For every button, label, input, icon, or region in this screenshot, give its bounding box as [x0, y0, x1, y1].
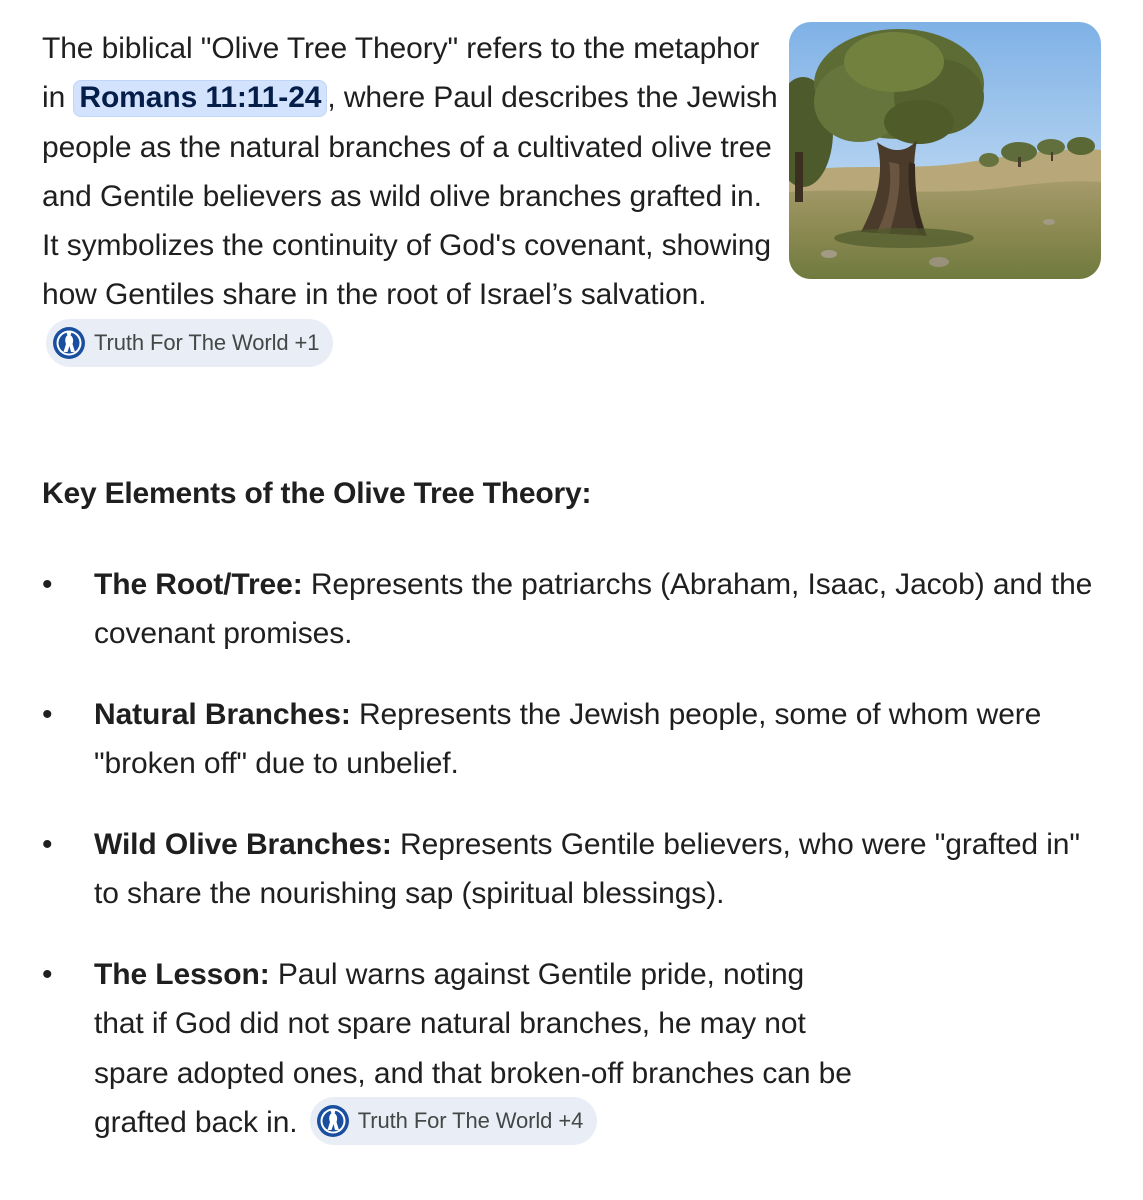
truth-for-the-world-logo-icon [52, 326, 86, 360]
intro-text-after: , where Paul describes the Jewish people as the natural branches of a cultivated olive tree and Gentile believers as wild olive branches grafted in. It symbolizes the continuity of God's covenant, showing how Gentiles share in the root of Israel’s salvation. [42, 81, 778, 312]
term-natural-branches: Natural Branches: [94, 698, 351, 731]
intro-paragraph [42, 24, 782, 370]
list-item-body [94, 560, 1094, 659]
source-chip-truth-for-the-world-plus-4[interactable] [310, 1097, 597, 1145]
description-natural-branches: Represents the Jewish people, some of whom were "broken off" due to unbelief. [94, 698, 1042, 781]
intro-text-before: The biblical "Olive Tree Theory" refers to the metaphor in [42, 32, 760, 115]
source-chip-label: Truth For The World +1 [94, 329, 320, 355]
bullet: • [42, 828, 53, 861]
bullet: • [42, 698, 53, 731]
list-item-body [94, 690, 1094, 789]
source-chip-label: Truth For The World +4 [357, 1107, 584, 1133]
key-elements-heading: Key Elements of the Olive Tree Theory: [42, 477, 592, 510]
description-root-tree: Represents the patriarchs (Abraham, Isaac, Jacob) and the covenant promises. [94, 568, 1093, 651]
description-the-lesson: Paul warns against Gentile pride, noting that if God did not spare natural branches, he may not spare adopted ones, and that broken-off branches can be grafted back in. [94, 958, 852, 1139]
list-item-body [94, 820, 1094, 919]
term-root-tree: The Root/Tree: [94, 568, 303, 601]
bullet: • [42, 958, 53, 991]
truth-for-the-world-logo-icon [316, 1104, 350, 1138]
olive-tree-image [789, 22, 1101, 279]
term-wild-olive-branches: Wild Olive Branches: [94, 828, 392, 861]
olive-tree-photo[interactable] [789, 22, 1101, 279]
list-item-body [94, 950, 854, 1148]
bullet: • [42, 568, 53, 601]
description-wild-olive-branches: Represents Gentile believers, who were "grafted in" to share the nourishing sap (spiritual blessings). [94, 828, 1080, 911]
source-chip-truth-for-the-world[interactable] [46, 319, 333, 367]
term-the-lesson: The Lesson: [94, 958, 270, 991]
romans-reference-link[interactable]: Romans 11:11-24 [73, 80, 327, 117]
